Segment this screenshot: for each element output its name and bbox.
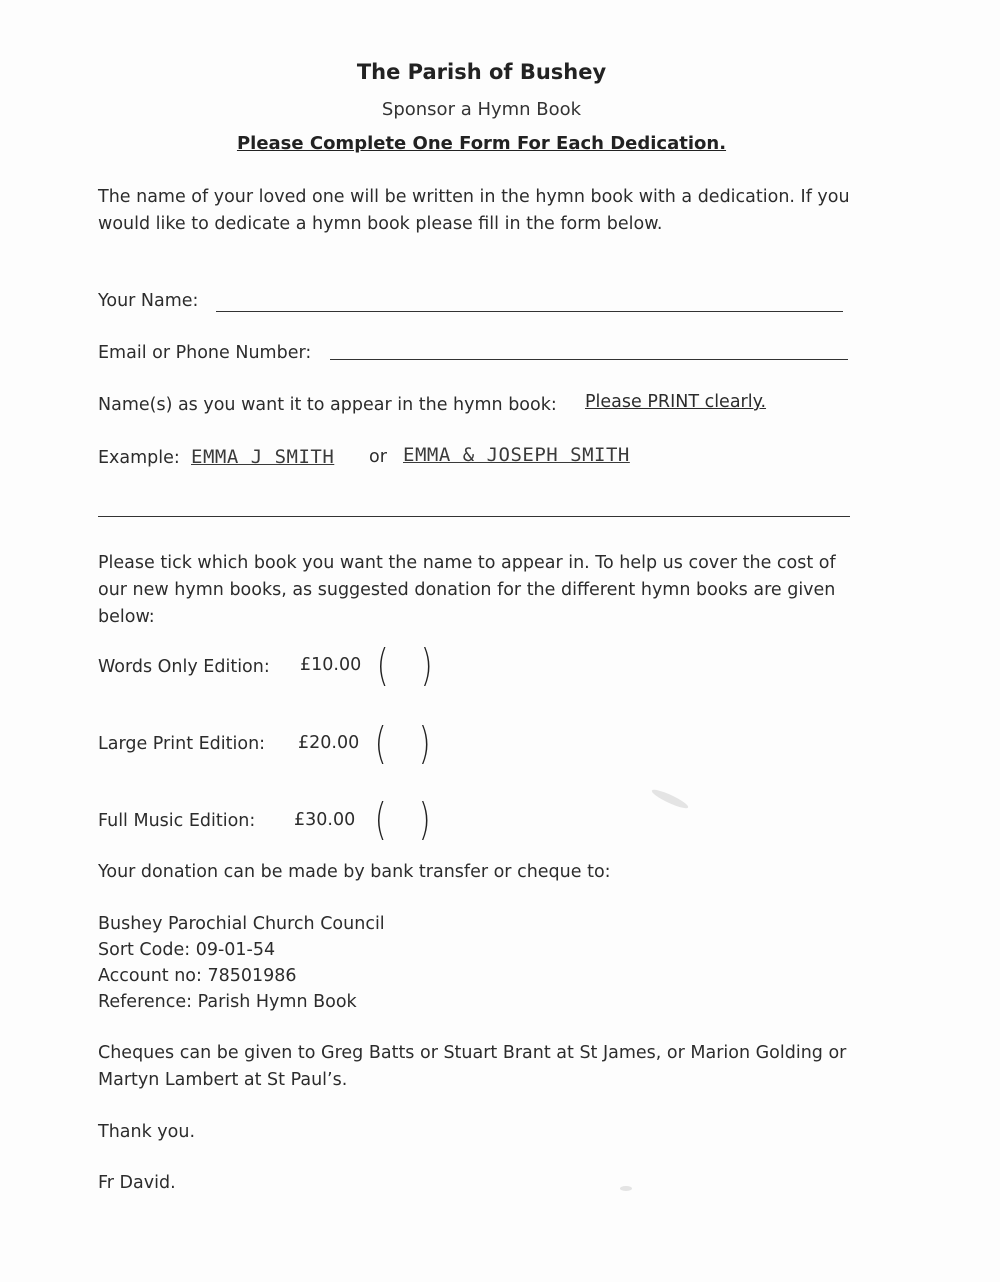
print-note: Please PRINT clearly. xyxy=(585,392,767,412)
edition-name: Words Only Edition: xyxy=(98,657,270,677)
contact-label: Email or Phone Number: xyxy=(98,343,312,363)
bracket-close: ) xyxy=(418,718,431,769)
your-name-field[interactable] xyxy=(216,311,843,312)
sort-code: Sort Code: 09-01-54 xyxy=(98,940,276,960)
scan-smudge xyxy=(620,1186,632,1191)
bracket-open: ( xyxy=(374,718,387,769)
bracket-close: ) xyxy=(420,640,433,691)
edition-name: Large Print Edition: xyxy=(98,734,266,754)
bracket-open: ( xyxy=(376,640,389,691)
your-name-label: Your Name: xyxy=(98,291,199,311)
full-music-checkbox[interactable] xyxy=(370,794,431,848)
tick-instruction: Please tick which book you want the name to appear in. To help us cover the cost of our new hymn books, as suggested donation for the different hymn books are given below: xyxy=(98,553,836,627)
intro-paragraph: The name of your loved one will be written in the hymn book with a dedication. If you would like to dedicate a hymn book please fill in the form below. xyxy=(98,187,850,234)
page-title: The Parish of Bushey xyxy=(356,60,607,84)
bracket-open: ( xyxy=(374,794,387,845)
cheques-paragraph: Cheques can be given to Greg Batts or Stuart Brant at St James, or Marion Golding or Martyn Lambert at St Paul’s. xyxy=(98,1043,847,1090)
signature: Fr David. xyxy=(98,1173,176,1193)
example-name-1: EMMA J SMITH xyxy=(191,446,335,468)
scan-smudge xyxy=(650,787,690,811)
edition-price: £30.00 xyxy=(294,810,356,830)
page-subtitle: Sponsor a Hymn Book xyxy=(381,99,582,120)
large-print-checkbox[interactable] xyxy=(370,718,431,772)
payment-intro: Your donation can be made by bank transfer or cheque to: xyxy=(98,862,611,882)
form-instruction: Please Complete One Form For Each Dedication. xyxy=(236,133,727,154)
words-only-checkbox[interactable] xyxy=(372,640,433,694)
payment-reference: Reference: Parish Hymn Book xyxy=(98,992,357,1012)
edition-price: £10.00 xyxy=(300,655,362,675)
thanks-text: Thank you. xyxy=(98,1122,196,1142)
payee-name: Bushey Parochial Church Council xyxy=(98,914,385,934)
example-name-2: EMMA & JOSEPH SMITH xyxy=(403,444,630,466)
edition-price: £20.00 xyxy=(298,733,360,753)
contact-field[interactable] xyxy=(330,359,848,360)
dedication-names-field[interactable] xyxy=(98,516,850,517)
names-label: Name(s) as you want it to appear in the hymn book: xyxy=(98,395,557,415)
account-number: Account no: 78501986 xyxy=(98,966,297,986)
example-or: or xyxy=(369,447,387,467)
edition-name: Full Music Edition: xyxy=(98,811,256,831)
example-label: Example: xyxy=(98,448,180,468)
bracket-close: ) xyxy=(418,794,431,845)
